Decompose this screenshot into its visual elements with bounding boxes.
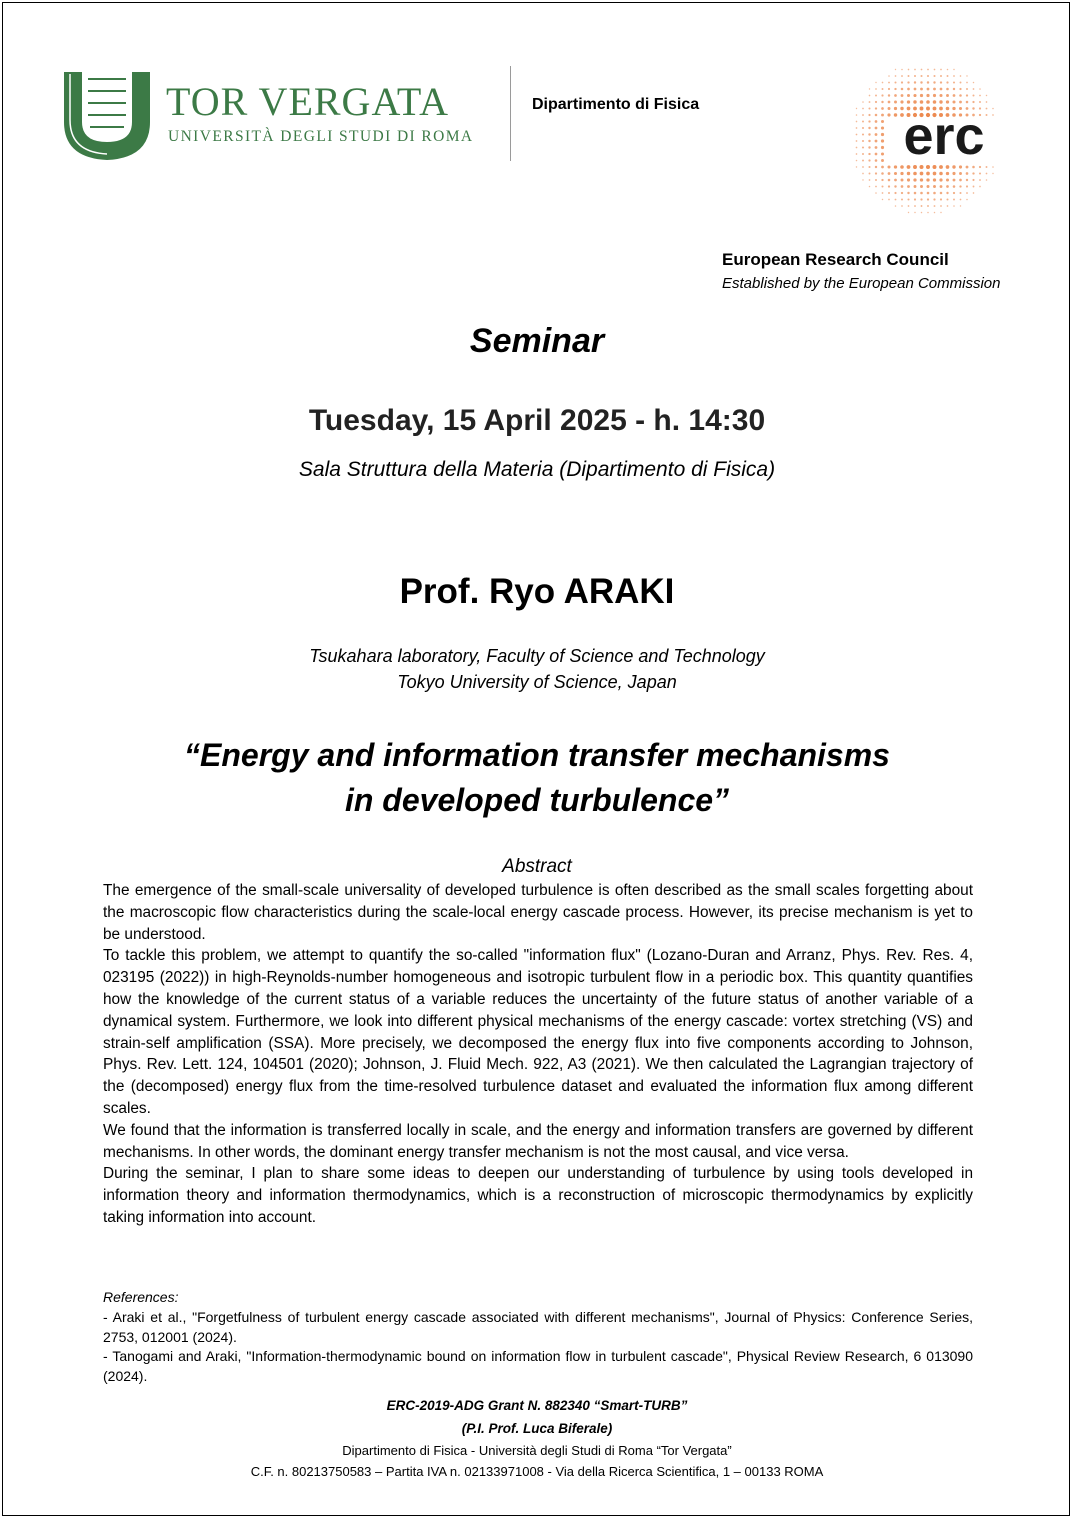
erc-logo-text: erc bbox=[903, 106, 985, 166]
erc-dot bbox=[907, 185, 910, 188]
erc-dot bbox=[985, 114, 987, 116]
erc-dot bbox=[927, 198, 929, 200]
erc-dot bbox=[894, 113, 897, 116]
erc-dot bbox=[868, 127, 870, 129]
erc-dot bbox=[875, 133, 878, 136]
erc-dot bbox=[900, 100, 903, 103]
erc-dot bbox=[933, 100, 937, 104]
erc-dot bbox=[901, 94, 904, 97]
erc-dot bbox=[887, 113, 890, 116]
erc-dot bbox=[888, 75, 890, 77]
erc-dot bbox=[927, 88, 930, 91]
erc-dot bbox=[881, 139, 884, 142]
erc-dot bbox=[920, 88, 923, 91]
erc-dot bbox=[953, 75, 955, 77]
erc-dot bbox=[868, 146, 870, 148]
references-heading: References: bbox=[103, 1289, 179, 1305]
erc-dot bbox=[927, 205, 929, 207]
erc-dot bbox=[979, 88, 981, 90]
erc-dot bbox=[868, 133, 870, 135]
erc-dot bbox=[888, 192, 890, 194]
erc-dot bbox=[972, 172, 974, 174]
erc-dot bbox=[881, 146, 884, 149]
erc-dot bbox=[881, 179, 883, 181]
erc-dot bbox=[914, 212, 915, 213]
erc-dot bbox=[856, 147, 858, 149]
erc-dot bbox=[888, 88, 890, 90]
erc-dot bbox=[894, 81, 896, 83]
erc-dot bbox=[856, 121, 858, 123]
erc-dot bbox=[888, 101, 891, 104]
erc-dot bbox=[881, 185, 883, 187]
erc-dot bbox=[933, 88, 936, 91]
erc-dot bbox=[894, 185, 896, 187]
erc-dot bbox=[920, 192, 923, 195]
erc-dot bbox=[939, 100, 942, 103]
erc-dot bbox=[953, 88, 955, 90]
erc-dot bbox=[913, 172, 917, 176]
erc-dot bbox=[888, 94, 890, 96]
erc-dot bbox=[952, 100, 955, 103]
talk-title-line2: in developed turbulence” bbox=[344, 782, 730, 818]
erc-dot bbox=[894, 94, 897, 97]
erc-dot bbox=[882, 88, 884, 90]
abstract-paragraph: To tackle this problem, we attempt to quantify the so-called "information flux" (Lozano-Duran and Arranz, Phys. Rev. Res. 4, 023195 (2022)) in high-Reynolds-number homogeneous and isotropic turbulent flow in a periodic box. This quantity quantifies how the knowledge of the current status of a variable reduces the uncertainty of the future status of another variable of a dynamical system. Furthermore, we look into different physical mechanisms of the energy cascade: vortex stretching (VS) and strain-self amplification (SSA). More precisely, we decomposed the energy flux into five components according to Johnson, Phys. Rev. Lett. 124, 104501 (2020); Johnson, J. Fluid Mech. 922, A3 (2021). We then calculated the Lagrangian trajectory of the (decomposed) energy flux from the time-resolved turbulence dataset and evaluated the information flux among different scales. bbox=[103, 947, 973, 1117]
erc-dot bbox=[913, 94, 916, 97]
erc-dot bbox=[940, 198, 942, 200]
erc-dot bbox=[862, 146, 864, 148]
erc-dot bbox=[862, 140, 864, 142]
erc-dot bbox=[946, 81, 948, 83]
erc-dot bbox=[953, 69, 954, 70]
erc-dot bbox=[940, 75, 942, 77]
erc-dot bbox=[946, 178, 949, 181]
erc-dot bbox=[966, 101, 969, 104]
tor-vergata-emblem-icon bbox=[62, 70, 152, 162]
erc-dot bbox=[856, 134, 858, 136]
erc-dot bbox=[908, 69, 910, 71]
erc-dot bbox=[992, 173, 993, 174]
erc-dot bbox=[881, 133, 884, 136]
erc-dot bbox=[908, 205, 910, 207]
erc-dot bbox=[934, 212, 936, 214]
erc-dot bbox=[927, 212, 929, 214]
erc-dot bbox=[869, 186, 871, 188]
footer-address-line: C.F. n. 80213750583 – Partita IVA n. 02133971008 - Via della Ricerca Scientifica, 1 – 00133 ROMA bbox=[250, 1464, 824, 1479]
erc-dot bbox=[901, 198, 903, 200]
erc-dot bbox=[927, 192, 930, 195]
speaker-name: Prof. Ryo ARAKI bbox=[399, 572, 675, 611]
erc-dot bbox=[933, 192, 936, 195]
erc-dot bbox=[895, 69, 896, 70]
erc-dot bbox=[953, 199, 955, 201]
erc-dot bbox=[953, 192, 955, 194]
erc-dot bbox=[856, 127, 858, 129]
erc-dot bbox=[907, 178, 910, 181]
erc-dot bbox=[875, 140, 878, 143]
erc-dot bbox=[875, 114, 878, 117]
erc-dot bbox=[992, 114, 994, 116]
erc-dot bbox=[869, 173, 871, 175]
erc-dot bbox=[868, 114, 870, 116]
erc-dot bbox=[972, 166, 975, 169]
erc-dot bbox=[933, 94, 936, 97]
erc-dot bbox=[979, 166, 981, 168]
erc-dot bbox=[862, 179, 863, 180]
erc-dot bbox=[992, 108, 994, 110]
erc-dot bbox=[901, 179, 904, 182]
erc-tagline: Established by the European Commission bbox=[722, 275, 1001, 292]
erc-dot bbox=[888, 199, 890, 201]
reference-item: - Araki et al., "Forgetfulness of turbulent energy cascade associated with different mechanisms", Journal of Physics: Conference Series, 2753, 012001 (2024). bbox=[103, 1309, 973, 1345]
erc-dot bbox=[856, 153, 858, 155]
erc-dot bbox=[894, 179, 897, 182]
erc-dot bbox=[907, 198, 909, 200]
erc-dot bbox=[875, 95, 877, 97]
erc-dot bbox=[979, 179, 981, 181]
erc-dot bbox=[940, 185, 943, 188]
abstract-paragraph: During the seminar, I plan to share some ideas to deepen our understanding of turbulence by using tools developed in information theory and information thermodynamics, which is a reconstruction of microscopic thermodynamics by explicitly taking information into account. bbox=[103, 1165, 973, 1226]
erc-dot bbox=[881, 159, 884, 162]
erc-dot bbox=[868, 153, 870, 155]
erc-dot bbox=[914, 75, 916, 77]
erc-dot bbox=[920, 172, 924, 176]
erc-dot bbox=[881, 152, 884, 155]
erc-dot bbox=[856, 140, 858, 142]
erc-dot bbox=[907, 94, 910, 97]
erc-dot bbox=[907, 88, 910, 91]
erc-dot bbox=[966, 166, 969, 169]
erc-dot bbox=[939, 94, 942, 97]
erc-dot bbox=[894, 88, 896, 90]
erc-dot bbox=[960, 82, 962, 84]
erc-dot bbox=[986, 173, 988, 175]
erc-dot bbox=[973, 192, 975, 194]
erc-dot bbox=[966, 199, 968, 201]
erc-dot bbox=[882, 82, 884, 84]
erc-dot bbox=[953, 81, 955, 83]
erc-dot bbox=[882, 199, 883, 200]
abstract-paragraph: We found that the information is transferred locally in scale, and the energy and information transfers are governed by different mechanisms. In other words, the dominant energy transfer mechanism is not the most causal, and vice versa. bbox=[103, 1121, 973, 1161]
erc-dot bbox=[875, 159, 878, 162]
erc-dot bbox=[966, 172, 969, 175]
erc-dot bbox=[933, 75, 935, 77]
erc-dot bbox=[901, 75, 903, 77]
erc-dot bbox=[901, 69, 903, 71]
erc-dot bbox=[940, 69, 942, 71]
erc-dot bbox=[914, 81, 916, 83]
erc-dot bbox=[959, 94, 962, 97]
erc-dot bbox=[960, 205, 961, 206]
erc-dot bbox=[875, 82, 876, 83]
erc-dot bbox=[907, 172, 910, 175]
erc-dot bbox=[921, 205, 923, 207]
erc-dot bbox=[986, 166, 988, 168]
erc-dot bbox=[979, 101, 981, 103]
erc-dot bbox=[966, 192, 968, 194]
erc-dot bbox=[926, 172, 930, 176]
erc-dot bbox=[972, 94, 974, 96]
erc-dot bbox=[940, 88, 943, 91]
erc-dot bbox=[856, 160, 858, 162]
erc-dot bbox=[894, 101, 897, 104]
erc-dot bbox=[959, 172, 962, 175]
erc-dot bbox=[901, 88, 904, 91]
erc-dot bbox=[933, 81, 935, 83]
erc-dot bbox=[921, 212, 923, 214]
erc-dot bbox=[914, 192, 917, 195]
erc-dot bbox=[966, 94, 968, 96]
erc-dot bbox=[914, 185, 917, 188]
erc-dot bbox=[966, 88, 968, 90]
erc-dot bbox=[913, 100, 916, 103]
abstract-heading: Abstract bbox=[502, 856, 572, 877]
erc-dot bbox=[920, 94, 923, 97]
erc-dot bbox=[888, 185, 890, 187]
speaker-affiliation-line2: Tokyo University of Science, Japan bbox=[397, 672, 677, 692]
erc-dot bbox=[907, 100, 910, 103]
erc-dot bbox=[869, 101, 871, 103]
erc-dot bbox=[946, 198, 948, 200]
erc-dot bbox=[947, 205, 949, 207]
erc-dot bbox=[934, 205, 936, 207]
erc-dot bbox=[869, 88, 870, 89]
erc-dot bbox=[875, 179, 877, 181]
erc-dot bbox=[973, 88, 975, 90]
erc-dot bbox=[914, 69, 916, 71]
erc-dot bbox=[875, 127, 878, 130]
erc-dot bbox=[881, 172, 884, 175]
erc-dot bbox=[914, 88, 917, 91]
erc-dot bbox=[882, 192, 884, 194]
erc-dot bbox=[972, 179, 974, 181]
erc-dot bbox=[881, 120, 884, 123]
erc-dot bbox=[920, 100, 924, 104]
header-divider bbox=[510, 66, 511, 161]
erc-dot bbox=[908, 75, 910, 77]
erc-dot bbox=[953, 205, 955, 207]
erc-dot bbox=[875, 101, 877, 103]
erc-name: European Research Council bbox=[722, 250, 949, 269]
erc-dot bbox=[914, 205, 916, 207]
erc-dot bbox=[881, 101, 883, 103]
abstract-body bbox=[103, 880, 973, 1229]
erc-dot bbox=[986, 108, 988, 110]
erc-dot bbox=[920, 185, 923, 188]
erc-dot bbox=[862, 121, 864, 123]
erc-dot bbox=[979, 172, 981, 174]
erc-dot bbox=[960, 199, 962, 201]
pi-line: (P.I. Prof. Luca Biferale) bbox=[461, 1421, 613, 1436]
erc-dot bbox=[953, 94, 956, 97]
abstract-paragraph: The emergence of the small-scale universality of developed turbulence is often described as the small scales forgetting about the macroscopic flow characteristics during the scale-local energy cascade process. However, its precise mechanism is yet to be understood. bbox=[103, 882, 973, 943]
erc-dot bbox=[875, 88, 877, 90]
erc-dot bbox=[875, 172, 877, 174]
erc-dot bbox=[940, 192, 943, 195]
erc-dot bbox=[973, 186, 975, 188]
erc-dot bbox=[868, 166, 870, 168]
university-subtitle: UNIVERSITÀ DEGLI STUDI DI ROMA bbox=[168, 128, 474, 145]
erc-dot bbox=[894, 165, 897, 168]
erc-dot bbox=[972, 101, 974, 103]
erc-dot bbox=[868, 120, 870, 122]
erc-dot bbox=[946, 100, 949, 103]
erc-dot bbox=[862, 153, 864, 155]
erc-dot bbox=[920, 75, 922, 77]
erc-dot bbox=[862, 101, 864, 103]
erc-dot bbox=[887, 165, 890, 168]
erc-dot bbox=[888, 179, 891, 182]
erc-dot bbox=[881, 114, 884, 117]
erc-dot bbox=[868, 159, 870, 161]
erc-dot bbox=[933, 172, 937, 176]
erc-dot bbox=[862, 108, 864, 110]
erc-dot bbox=[875, 146, 878, 149]
tor-vergata-logo bbox=[62, 70, 472, 165]
erc-dot bbox=[939, 172, 943, 176]
erc-dot bbox=[926, 178, 929, 181]
erc-dot bbox=[933, 178, 936, 181]
erc-dot bbox=[862, 127, 864, 129]
reference-item: - Tanogami and Araki, "Information-thermodynamic bound on information flow in turbulent cascade", Physical Review Research, 6 013090 (2024). bbox=[103, 1348, 973, 1384]
erc-dot bbox=[875, 192, 877, 194]
erc-dot bbox=[986, 179, 988, 181]
erc-dot bbox=[947, 69, 949, 71]
erc-dot bbox=[940, 212, 941, 213]
event-venue: Sala Struttura della Materia (Dipartimento di Fisica) bbox=[298, 458, 776, 481]
erc-dot bbox=[901, 185, 904, 188]
erc-dot bbox=[940, 205, 942, 207]
erc-dot bbox=[959, 88, 961, 90]
erc-dot bbox=[927, 75, 929, 77]
erc-dot bbox=[868, 107, 870, 109]
erc-dot bbox=[979, 95, 981, 97]
erc-dot bbox=[946, 192, 948, 194]
erc-dot bbox=[946, 88, 949, 91]
erc-dot bbox=[907, 192, 909, 194]
erc-dot bbox=[940, 81, 942, 83]
erc-dot bbox=[869, 95, 871, 97]
speaker-affiliation-line1: Tsukahara laboratory, Faculty of Science and Technology bbox=[309, 646, 765, 666]
grant-line: ERC-2019-ADG Grant N. 882340 “Smart-TURB” bbox=[386, 1398, 688, 1413]
erc-dot bbox=[875, 153, 878, 156]
erc-dot bbox=[952, 172, 955, 175]
erc-dot bbox=[881, 126, 884, 129]
erc-dot bbox=[895, 205, 897, 207]
erc-dot bbox=[888, 107, 891, 110]
erc-dot bbox=[959, 185, 961, 187]
erc-dot bbox=[966, 185, 968, 187]
erc-dot bbox=[986, 95, 987, 96]
erc-dot bbox=[953, 179, 956, 182]
erc-logo bbox=[846, 62, 1006, 216]
event-datetime: Tuesday, 15 April 2025 - h. 14:30 bbox=[308, 404, 766, 437]
erc-dot bbox=[875, 120, 878, 123]
erc-dot bbox=[986, 101, 988, 103]
erc-dot bbox=[901, 81, 903, 83]
erc-dot bbox=[894, 192, 896, 194]
erc-dot bbox=[908, 212, 909, 213]
erc-dot bbox=[875, 186, 877, 188]
erc-dot bbox=[966, 179, 968, 181]
talk-title-line1: “Energy and information transfer mechanisms bbox=[184, 737, 890, 773]
erc-dot bbox=[888, 172, 891, 175]
erc-dot bbox=[868, 140, 870, 142]
erc-dot bbox=[926, 100, 930, 104]
erc-dot bbox=[992, 166, 994, 168]
erc-dot bbox=[862, 173, 864, 175]
erc-dot bbox=[959, 101, 962, 104]
erc-dot bbox=[881, 166, 884, 169]
erc-dot bbox=[946, 172, 949, 175]
erc-dot bbox=[946, 94, 949, 97]
erc-dot bbox=[856, 166, 857, 167]
erc-dot bbox=[979, 186, 981, 188]
erc-dot bbox=[933, 198, 935, 200]
erc-dot bbox=[862, 166, 864, 168]
erc-dot bbox=[920, 178, 923, 181]
erc-dot bbox=[960, 75, 962, 77]
erc-dot bbox=[959, 192, 961, 194]
erc-dot bbox=[926, 94, 929, 97]
erc-dot bbox=[881, 107, 884, 110]
erc-dot bbox=[888, 82, 890, 84]
erc-dot bbox=[900, 172, 903, 175]
erc-dot bbox=[947, 75, 949, 77]
erc-dot bbox=[913, 178, 916, 181]
erc-dot bbox=[920, 81, 922, 83]
erc-dot bbox=[869, 179, 871, 181]
erc-dot bbox=[959, 179, 962, 182]
erc-dot bbox=[953, 185, 956, 188]
erc-dot bbox=[966, 75, 967, 76]
erc-dot bbox=[856, 108, 857, 109]
erc-dot bbox=[966, 82, 968, 84]
erc-dot bbox=[894, 107, 897, 110]
university-name: TOR VERGATA bbox=[166, 79, 450, 124]
erc-dot bbox=[862, 133, 864, 135]
erc-dot bbox=[881, 94, 883, 96]
erc-dot bbox=[921, 69, 923, 71]
erc-dot bbox=[934, 69, 936, 71]
erc-dot bbox=[856, 114, 858, 116]
erc-dot bbox=[901, 205, 903, 207]
erc-dot bbox=[875, 107, 877, 109]
erc-dot bbox=[901, 192, 903, 194]
erc-dot bbox=[875, 166, 877, 168]
erc-dot bbox=[939, 178, 942, 181]
event-type: Seminar bbox=[469, 322, 605, 360]
erc-dot bbox=[927, 185, 930, 188]
erc-dot bbox=[920, 198, 922, 200]
erc-dot bbox=[927, 69, 929, 71]
erc-dot bbox=[927, 81, 929, 83]
footer-dept-line: Dipartimento di Fisica - Università degli Studi di Roma “Tor Vergata” bbox=[342, 1443, 732, 1458]
erc-dot bbox=[933, 185, 936, 188]
erc-dot bbox=[914, 198, 916, 200]
references-list bbox=[103, 1308, 973, 1386]
erc-dot bbox=[907, 81, 909, 83]
department-header: Dipartimento di Fisica bbox=[532, 96, 700, 113]
erc-dot bbox=[862, 160, 864, 162]
erc-dot bbox=[946, 185, 949, 188]
erc-dot bbox=[973, 82, 975, 84]
erc-dot bbox=[894, 172, 897, 175]
erc-dot bbox=[895, 199, 897, 201]
erc-dot bbox=[862, 114, 864, 116]
erc-dot bbox=[895, 75, 897, 77]
